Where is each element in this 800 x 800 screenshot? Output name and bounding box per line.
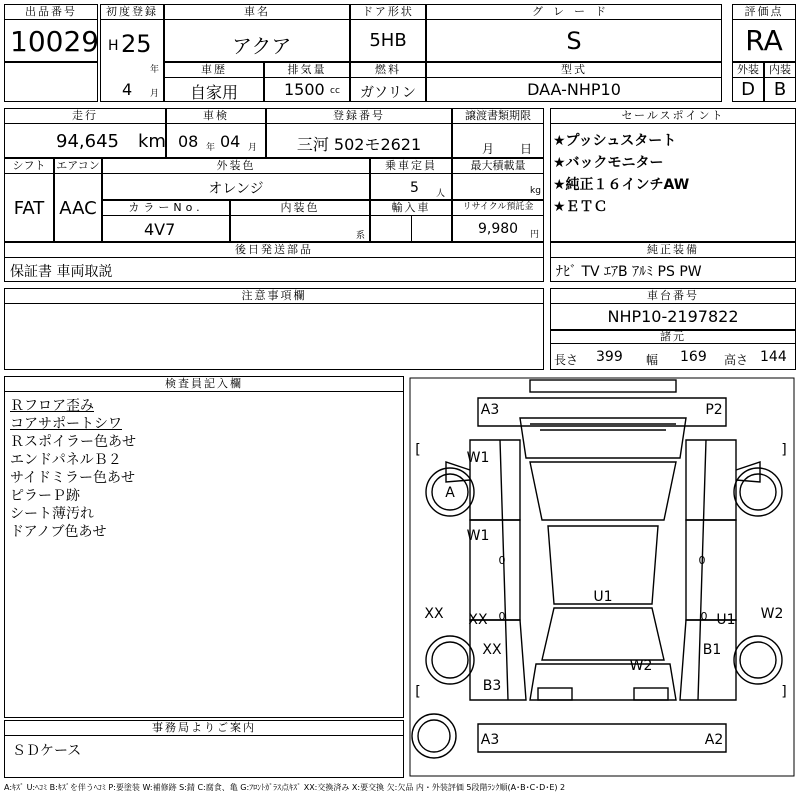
inspection-year: 08: [178, 132, 199, 151]
inspector-line: ドアノブ色あせ: [10, 524, 107, 540]
transfer-label: 譲渡書類期限: [452, 108, 544, 124]
sales-point: ★ＥＴＣ: [553, 199, 608, 215]
reg-year-unit: 年: [150, 65, 160, 75]
ac-label: エアコン: [54, 158, 102, 174]
diagram-mark-zero-4: 0: [700, 610, 708, 623]
office-label: 事務局よりご案内: [4, 720, 404, 736]
mileage-label: 走行: [4, 108, 166, 124]
diagram-bracket-br: ]: [781, 684, 787, 700]
history-label: 車歴: [164, 62, 264, 78]
max-load-label: 最大積載量: [452, 158, 544, 174]
chassis-label: 車台番号: [550, 288, 796, 304]
diagram-mark-xx-rear: XX: [482, 642, 502, 658]
dims-label: 諸元: [550, 330, 796, 344]
import-divider: [411, 216, 412, 242]
legend: A:ｷｽﾞ U:ﾍｺﾐ B:ｷｽﾞを伴うﾍｺﾐ P:要塗装 W:補修跡 S:錆 C:腐食、亀 G:ﾌﾛﾝﾄｶﾞﾗｽ点ｷｽﾞ XX:交換済み X:要交換 欠:欠品 内・外装評価 5段階ﾗﾝｸ順(A･B･C･D･E) 2: [4, 783, 566, 792]
inspector-line: サイドミラー色あせ: [10, 470, 136, 486]
notes-label: 注意事項欄: [4, 288, 544, 304]
int-grade: B: [773, 79, 787, 100]
car-name-label: 車名: [164, 4, 350, 20]
reg-month-unit: 月: [150, 89, 160, 99]
later-parts: 保証書 車両取説: [10, 264, 113, 280]
diagram-bracket-bl: [: [415, 684, 421, 700]
recycle: 9,980: [478, 221, 519, 237]
ext-grade: D: [741, 79, 755, 100]
diagram-mark-u1-center: U1: [593, 589, 613, 605]
diagram-mark-w1-b: W1: [466, 528, 490, 544]
sales-point: ★純正１６インチAW: [553, 177, 690, 193]
diagram-mark-p2-top: P2: [705, 402, 723, 418]
diagram-mark-a3-top: A3: [480, 402, 500, 418]
capacity-label: 乗車定員: [370, 158, 452, 174]
door-type: 5HB: [369, 30, 407, 51]
diagram-mark-a3-bottom: A3: [480, 732, 500, 748]
ext-color: オレンジ: [208, 181, 264, 197]
era-letter: H: [108, 38, 119, 54]
diagram-mark-b1: B1: [702, 642, 722, 658]
lot-no: 10029: [10, 25, 100, 58]
length: 399: [596, 349, 623, 365]
mileage: 94,645: [56, 131, 119, 152]
diagram-mark-b3: B3: [482, 678, 502, 694]
reg-no-label: 登録番号: [266, 108, 452, 124]
inspector-label: 検査員記入欄: [4, 376, 404, 392]
int-color-unit: 系: [356, 231, 366, 241]
transfer-day-unit: 日: [520, 142, 533, 156]
diagram-bracket-tl: [: [415, 442, 421, 458]
diagram-mark-u1-right: U1: [716, 612, 736, 628]
diagram-mark-zero-2: 0: [698, 554, 706, 567]
capacity-unit: 人: [436, 189, 446, 199]
diagram-mark-w2-right: W2: [760, 606, 784, 622]
diagram-mark-zero-3: 0: [498, 610, 506, 623]
door-label: ドア形状: [350, 4, 426, 20]
color-no-label: カラーNo.: [102, 200, 230, 216]
first-reg-label: 初度登録: [100, 4, 164, 20]
score: RA: [745, 24, 783, 57]
width: 169: [680, 349, 707, 365]
mileage-unit: km: [138, 131, 166, 152]
transfer-month-unit: 月: [482, 142, 495, 156]
reg-year: 25: [121, 30, 152, 58]
vehicle-diagram: [408, 376, 796, 778]
inspector-line: コアサポートシワ: [10, 416, 122, 432]
inspector-line: シート薄汚れ: [10, 506, 94, 522]
chassis-number: NHP10-2197822: [607, 307, 739, 326]
inspection-month: 04: [220, 132, 241, 151]
equipment: ﾅﾋﾞ TV ｴｱB ｱﾙﾐ PS PW: [556, 264, 702, 280]
max-load-unit: kg: [530, 186, 541, 196]
capacity: 5: [410, 180, 419, 196]
model-label: 型式: [426, 62, 722, 78]
inspection-label: 車検: [166, 108, 266, 124]
car-name: アクア: [232, 34, 292, 58]
shift-label: シフト: [4, 158, 54, 174]
diagram-mark-w1-a: W1: [466, 450, 490, 466]
import-label: 輸入車: [370, 200, 452, 216]
recycle-unit: 円: [530, 230, 540, 240]
diagram-mark-w2-center: W2: [629, 658, 653, 674]
diagram-mark-a2-bottom: A2: [704, 732, 724, 748]
width-label: 幅: [646, 353, 659, 367]
reg-no: 三河 502モ2621: [296, 135, 422, 154]
inspection-month-unit: 月: [248, 143, 258, 153]
color-no: 4V7: [144, 220, 176, 239]
displacement-unit: cc: [330, 86, 340, 96]
inspector-line: Ｒスポイラー色あせ: [10, 434, 136, 450]
equipment-label: 純正装備: [550, 242, 796, 258]
inspector-line: Ｒフロア歪み: [10, 398, 94, 414]
displacement-label: 排気量: [264, 62, 350, 78]
diagram-mark-xx-left: XX: [424, 606, 444, 622]
lot-no-sub-box: [4, 62, 98, 102]
ext-color-label: 外装色: [102, 158, 370, 174]
history: 自家用: [189, 83, 238, 102]
later-parts-label: 後日発送部品: [4, 242, 544, 258]
diagram-mark-zero-1: 0: [498, 554, 506, 567]
grade: S: [566, 27, 582, 55]
fuel-label: 燃料: [350, 62, 426, 78]
inspector-line: エンドパネルＢ２: [10, 452, 122, 468]
inspection-year-unit: 年: [206, 143, 216, 153]
sales-point: ★バックモニター: [553, 155, 664, 171]
reg-month: 4: [122, 80, 133, 99]
displacement: 1500: [284, 80, 325, 99]
model: DAA-NHP10: [527, 80, 621, 99]
diagram-bracket-tr: ]: [781, 442, 787, 458]
office-text: ＳＤケース: [12, 743, 82, 759]
length-label: 長さ: [554, 353, 579, 367]
int-color-label: 内装色: [230, 200, 370, 216]
inspector-line: ピラーＰ跡: [10, 488, 80, 504]
shift: FAT: [13, 198, 45, 219]
diagram-mark-a-left: A: [445, 485, 455, 501]
diagram-mark-xx-inner: XX: [468, 612, 488, 628]
height: 144: [760, 349, 787, 365]
ext-label: 外装: [732, 62, 764, 78]
lot-no-label: 出品番号: [4, 4, 98, 20]
sales-point: ★プッシュスタート: [553, 133, 677, 149]
height-label: 高さ: [724, 353, 749, 367]
score-label: 評価点: [732, 4, 796, 20]
sales-label: セールスポイント: [550, 108, 796, 124]
ac: AAC: [59, 198, 97, 219]
grade-label: グレード: [426, 4, 722, 20]
int-label: 内装: [764, 62, 796, 78]
recycle-label: リサイクル預託金: [452, 200, 544, 216]
fuel: ガソリン: [360, 85, 416, 101]
